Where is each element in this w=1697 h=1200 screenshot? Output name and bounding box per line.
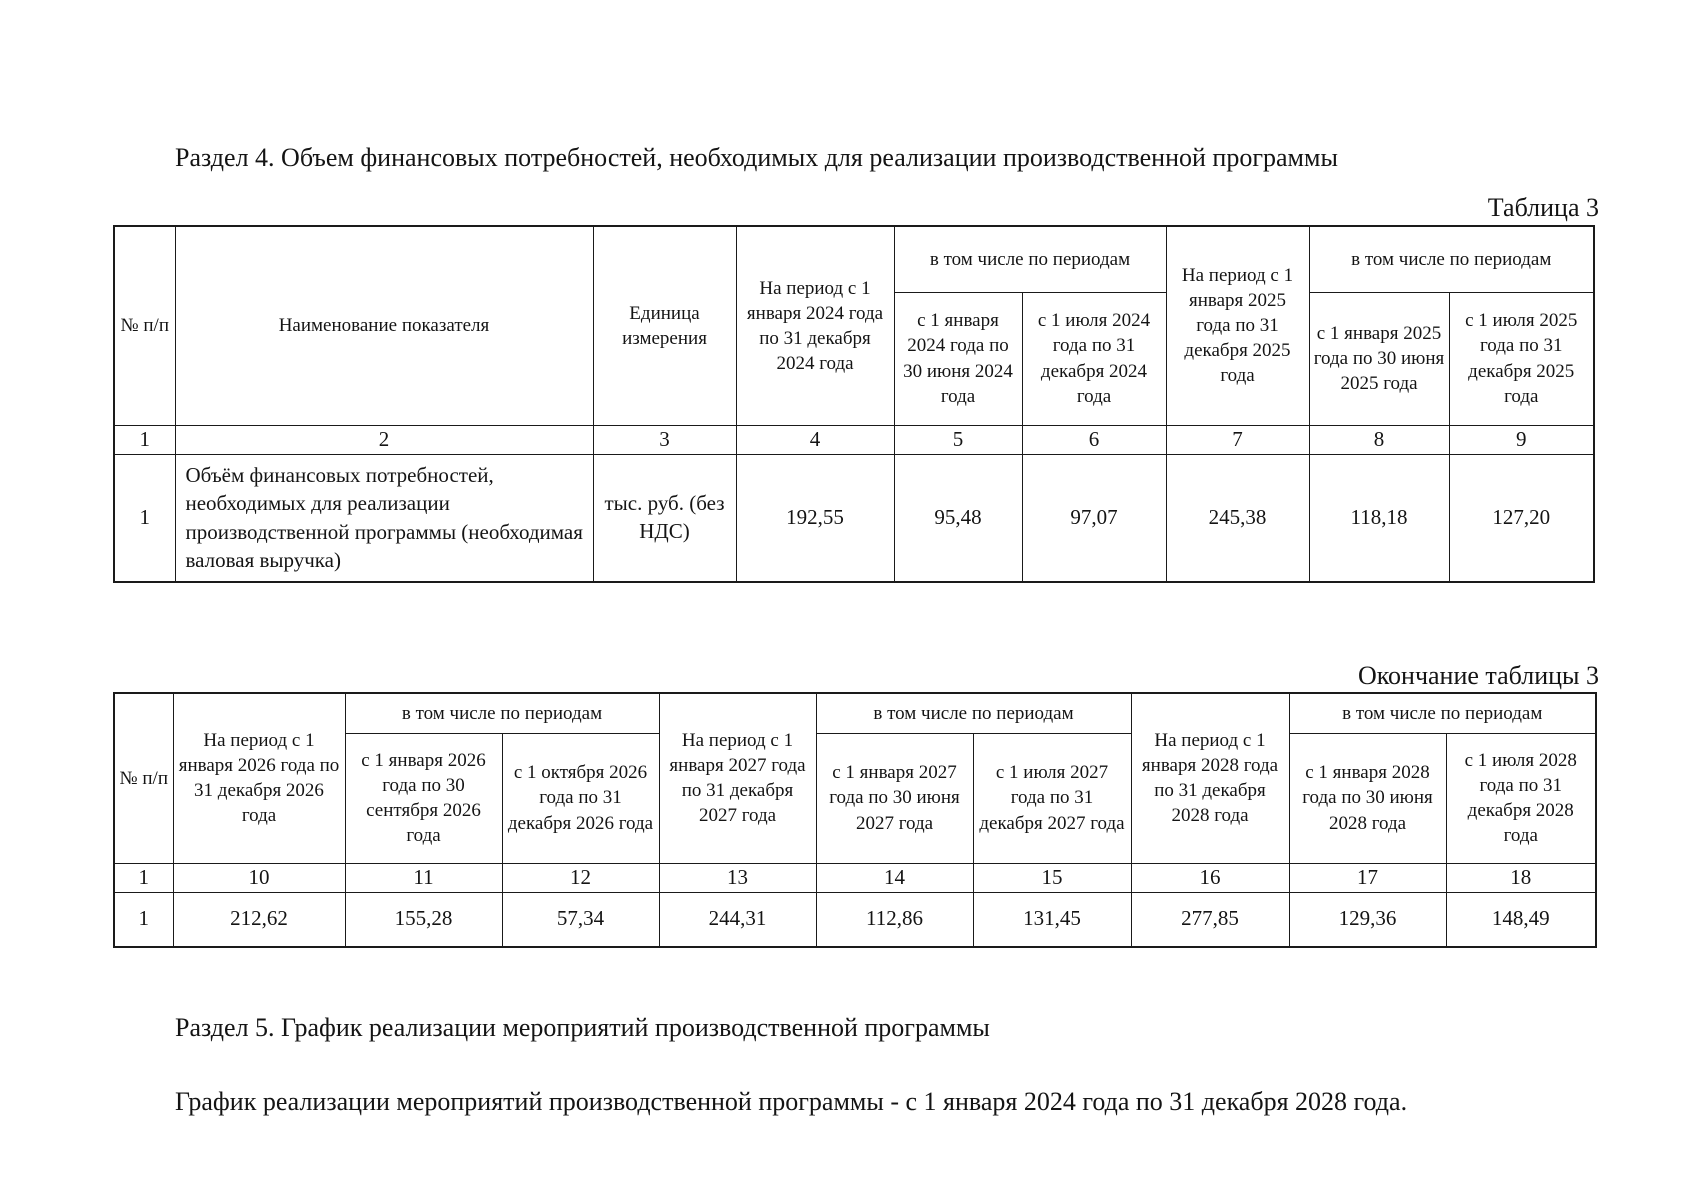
header-group-2024: в том числе по периодам	[894, 226, 1166, 292]
col-index: 15	[973, 863, 1131, 892]
header-group-2027: в том числе по периодам	[816, 693, 1131, 733]
header-period-2025-h1: с 1 января 2025 года по 30 июня 2025 года	[1309, 292, 1449, 425]
header-period-2027: На период с 1 января 2027 года по 31 декабря 2027 года	[659, 693, 816, 863]
value-2028-h2: 148,49	[1446, 892, 1596, 947]
table-caption: Таблица 3	[1487, 193, 1599, 222]
header-period-2028-h2: с 1 июля 2028 года по 31 декабря 2028 года	[1446, 733, 1596, 863]
header-unit: Единица измерения	[593, 226, 736, 425]
value-2025: 245,38	[1166, 454, 1309, 582]
header-period-2025: На период с 1 января 2025 года по 31 декабря 2025 года	[1166, 226, 1309, 425]
header-name: Наименование показателя	[175, 226, 593, 425]
value-2024: 192,55	[736, 454, 894, 582]
financial-needs-table-continued	[113, 692, 1597, 948]
col-index: 8	[1309, 425, 1449, 454]
col-index: 16	[1131, 863, 1289, 892]
row-name: Объём финансовых потребностей, необходимых для реализации производственной программы (необходимая валовая выручка)	[175, 454, 593, 582]
row-num: 1	[114, 454, 175, 582]
row-num: 1	[114, 892, 173, 947]
value-2028-h1: 129,36	[1289, 892, 1446, 947]
header-num: № п/п	[114, 693, 173, 863]
header-period-2026-a: с 1 января 2026 года по 30 сентября 2026 года	[345, 733, 502, 863]
value-2026: 212,62	[173, 892, 345, 947]
financial-needs-table	[113, 225, 1595, 583]
col-index: 10	[173, 863, 345, 892]
header-period-2028: На период с 1 января 2028 года по 31 декабря 2028 года	[1131, 693, 1289, 863]
header-group-2025: в том числе по периодам	[1309, 226, 1594, 292]
value-2027-h2: 131,45	[973, 892, 1131, 947]
header-period-2025-h2: с 1 июля 2025 года по 31 декабря 2025 года	[1449, 292, 1594, 425]
section-4-title: Раздел 4. Объем финансовых потребностей, необходимых для реализации производственной программы	[175, 143, 1338, 172]
section-5-text: График реализации мероприятий производственной программы - с 1 января 2024 года по 31 декабря 2028 года.	[175, 1087, 1408, 1116]
row-unit: тыс. руб. (без НДС)	[593, 454, 736, 582]
col-index: 1	[114, 863, 173, 892]
col-index: 1	[114, 425, 175, 454]
value-2028: 277,85	[1131, 892, 1289, 947]
value-2025-h2: 127,20	[1449, 454, 1594, 582]
col-index: 5	[894, 425, 1022, 454]
value-2024-h2: 97,07	[1022, 454, 1166, 582]
section-5-title: Раздел 5. График реализации мероприятий производственной программы	[175, 1013, 990, 1042]
value-2024-h1: 95,48	[894, 454, 1022, 582]
table-caption-end: Окончание таблицы 3	[1357, 661, 1599, 690]
header-period-2024-h2: с 1 июля 2024 года по 31 декабря 2024 года	[1022, 292, 1166, 425]
col-index: 11	[345, 863, 502, 892]
value-2027: 244,31	[659, 892, 816, 947]
header-period-2027-h1: с 1 января 2027 года по 30 июня 2027 года	[816, 733, 973, 863]
header-period-2024: На период с 1 января 2024 года по 31 декабря 2024 года	[736, 226, 894, 425]
value-2026-a: 155,28	[345, 892, 502, 947]
header-period-2027-h2: с 1 июля 2027 года по 31 декабря 2027 года	[973, 733, 1131, 863]
col-index: 7	[1166, 425, 1309, 454]
header-group-2026: в том числе по периодам	[345, 693, 659, 733]
col-index: 14	[816, 863, 973, 892]
header-num: № п/п	[114, 226, 175, 425]
value-2026-b: 57,34	[502, 892, 659, 947]
header-group-2028: в том числе по периодам	[1289, 693, 1596, 733]
header-period-2028-h1: с 1 января 2028 года по 30 июня 2028 года	[1289, 733, 1446, 863]
col-index: 2	[175, 425, 593, 454]
col-index: 13	[659, 863, 816, 892]
col-index: 6	[1022, 425, 1166, 454]
value-2025-h1: 118,18	[1309, 454, 1449, 582]
header-period-2026-b: с 1 октября 2026 года по 31 декабря 2026 года	[502, 733, 659, 863]
col-index: 17	[1289, 863, 1446, 892]
col-index: 18	[1446, 863, 1596, 892]
col-index: 3	[593, 425, 736, 454]
value-2027-h1: 112,86	[816, 892, 973, 947]
header-period-2024-h1: с 1 января 2024 года по 30 июня 2024 года	[894, 292, 1022, 425]
col-index: 12	[502, 863, 659, 892]
col-index: 9	[1449, 425, 1594, 454]
header-period-2026: На период с 1 января 2026 года по 31 декабря 2026 года	[173, 693, 345, 863]
col-index: 4	[736, 425, 894, 454]
